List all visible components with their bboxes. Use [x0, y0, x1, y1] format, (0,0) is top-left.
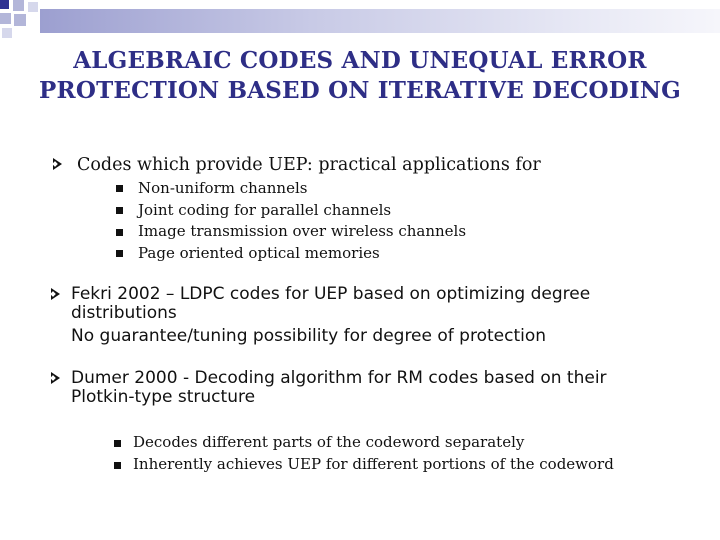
sub-bullet-text: Joint coding for parallel channels: [138, 201, 392, 219]
slide-title: ALGEBRAIC CODES AND UNEQUAL ERROR PROTECTION BASED ON ITERATIVE DECODING: [39, 47, 681, 104]
decor-square: [2, 28, 12, 38]
bullet-text: distributions: [71, 303, 177, 323]
bullet-text: Plotkin-type structure: [71, 387, 256, 407]
square-bullet-icon: [116, 185, 123, 192]
bullet-text: Codes which provide UEP: practical applications for: [77, 155, 541, 175]
decor-square: [0, 13, 11, 24]
sub-bullet-text: Image transmission over wireless channels: [138, 222, 467, 240]
square-bullet-icon: [116, 207, 123, 214]
arrow-bullet-icon: [51, 372, 60, 384]
square-bullet-icon: [114, 440, 121, 447]
bullet-text: Fekri 2002 – LDPC codes for UEP based on optimizing degree: [71, 284, 591, 304]
sub-bullet-text: Decodes different parts of the codeword separately: [133, 433, 525, 451]
decor-square: [13, 0, 24, 11]
square-bullet-icon: [114, 462, 121, 469]
decor-square: [14, 14, 26, 26]
sub-bullet-text: Inherently achieves UEP for different portions of the codeword: [133, 455, 614, 473]
sub-bullet-text: Page oriented optical memories: [138, 244, 380, 262]
square-bullet-icon: [116, 250, 123, 257]
sub-bullet-text: Non-uniform channels: [138, 179, 308, 197]
arrow-bullet-icon: [51, 288, 60, 300]
square-bullet-icon: [116, 229, 123, 236]
bullet-text: No guarantee/tuning possibility for degree of protection: [71, 326, 547, 346]
bullet-text: Dumer 2000 - Decoding algorithm for RM codes based on their: [71, 368, 607, 388]
arrow-bullet-icon: [53, 158, 62, 170]
decor-square: [28, 2, 38, 12]
decor-square: [0, 0, 9, 9]
header-gradient-bar: [40, 9, 720, 33]
